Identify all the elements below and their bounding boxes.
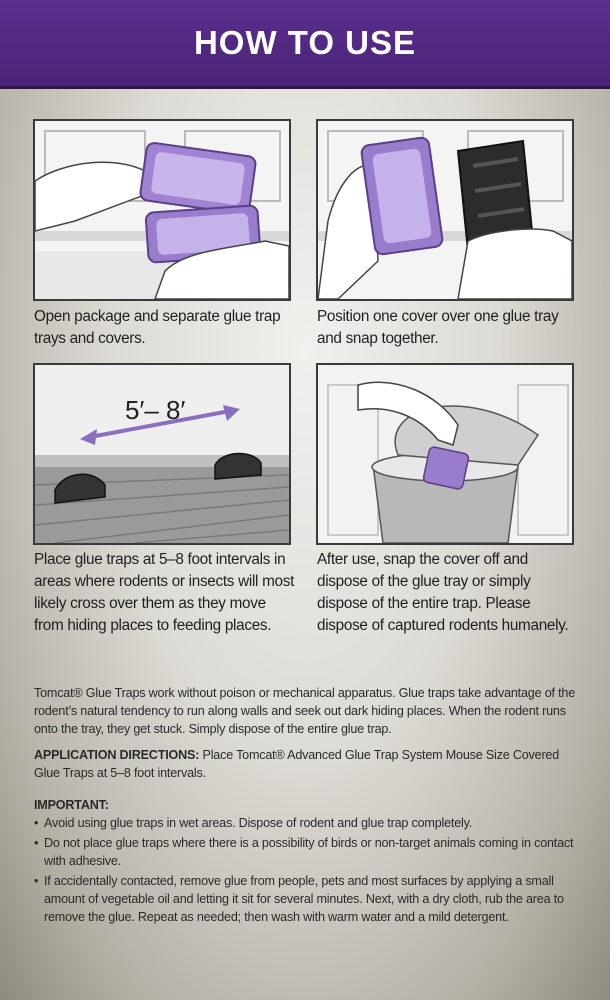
- step-3-illustration: [33, 363, 291, 545]
- directions-label: APPLICATION DIRECTIONS:: [34, 748, 200, 762]
- step-2-caption: Position one cover over one glue tray and snap together.: [317, 308, 559, 347]
- placement-illustration: [35, 365, 289, 543]
- application-directions: [34, 746, 578, 782]
- step-4-caption: After use, snap the cover off and dispose of the glue tray or simply dispose of the entire trap. Please dispose of captured rodents humanely.: [317, 551, 569, 634]
- important-bullet-3: • If accidentally contacted, remove glue from people, pets and most surfaces by applying a small amount of vegetable oil and letting it sit for several minutes. Next, with a dry cloth, rub the area to remove the glue. Repeat as needed; then wash with warm water and a mild detergent.: [34, 872, 578, 926]
- intro-paragraph: Tomcat® Glue Traps work without poison or mechanical apparatus. Glue traps take advantage of the rodent’s natural tendency to run along walls and seek out dark hiding places. When the rodent runs onto the tray, they get stuck. Simply dispose of the entire glue trap.: [34, 686, 576, 736]
- step-1-caption: Open package and separate glue trap trays and covers.: [34, 308, 281, 347]
- step-3-caption: Place glue traps at 5–8 foot intervals in areas where rodents or insects will most likely cross over them as they move from hiding places to feeding places.: [34, 551, 295, 634]
- important-section: [34, 796, 578, 928]
- snap-cover-illustration: [318, 121, 572, 299]
- important-bullet-2: • Do not place glue traps where there is a possibility of birds or non-target animals coming in contact with adhesive.: [34, 834, 578, 870]
- step-1-illustration: [33, 119, 291, 301]
- important-label: IMPORTANT:: [34, 798, 109, 812]
- important-bullet-1: • Avoid using glue traps in wet areas. Dispose of rodent and glue trap completely.: [34, 814, 578, 832]
- distance-label: 5′– 8′: [125, 395, 186, 425]
- directions-text: Place Tomcat® Advanced Glue Trap System Mouse Size Covered Glue Traps at 5–8 foot intervals.: [34, 748, 560, 780]
- open-package-illustration: [35, 121, 289, 299]
- disposal-illustration: [318, 365, 572, 543]
- header-banner: [0, 0, 610, 89]
- step-4-illustration: [316, 363, 574, 545]
- page-title: HOW TO USE: [193, 24, 417, 61]
- step-2-illustration: [316, 119, 574, 301]
